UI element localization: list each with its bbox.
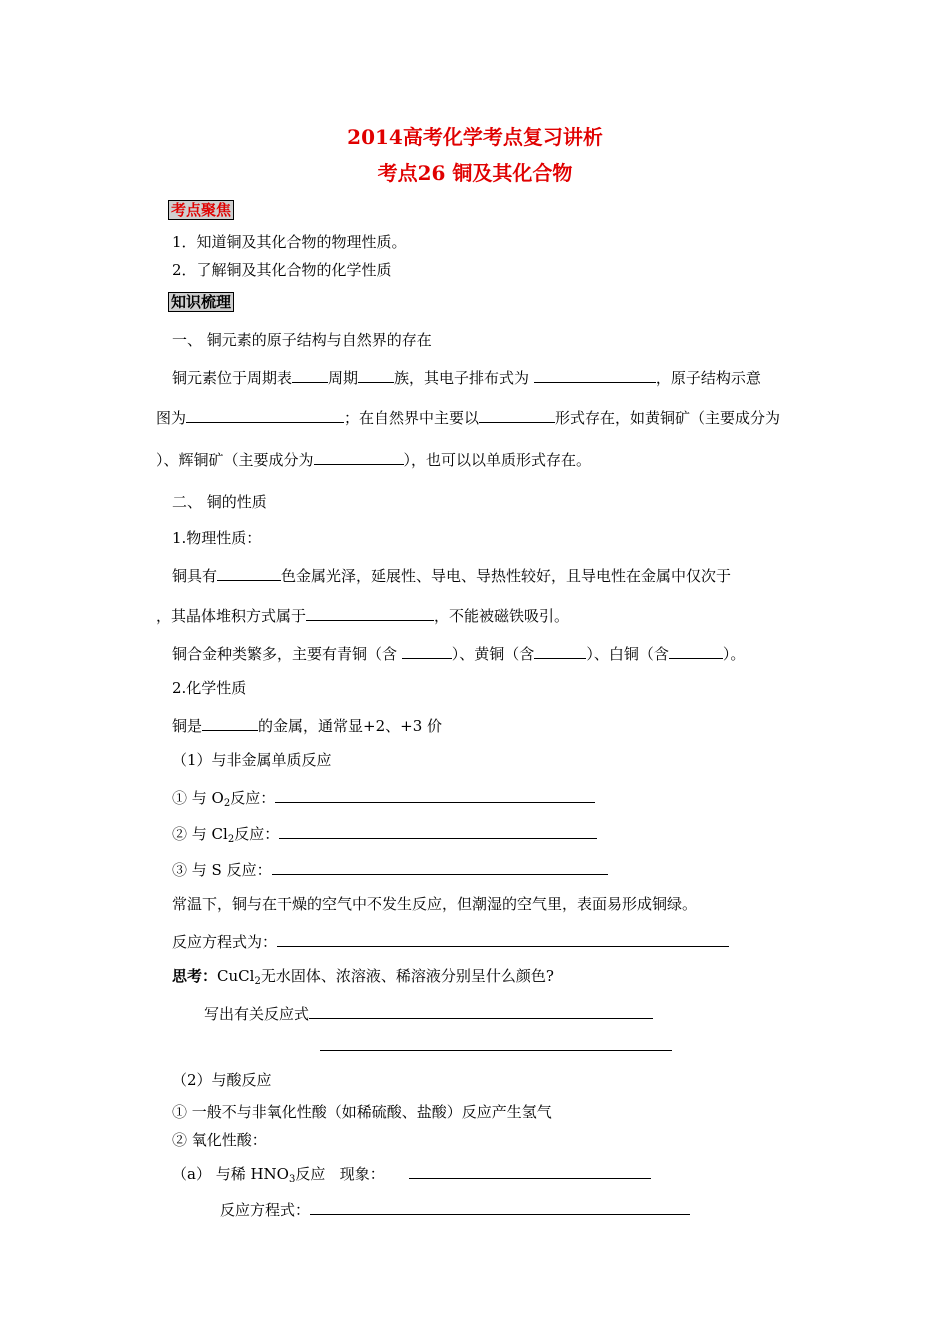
copper-ore-line: ）、辉铜矿（主要成分为 ），也可以以单质形式存在。: [156, 448, 591, 470]
physical-heading: 1.物理性质：: [172, 529, 262, 547]
physical-line-2: ，其晶体堆积方式属于 ，不能被磁铁吸引。: [156, 604, 569, 626]
copper-position-line: 铜元素位于周期表 周期 族，其电子排布式为 ，原子结构示意: [172, 366, 761, 388]
blank-s-equation: [272, 858, 608, 875]
reaction-s: ③ 与 S 反应：: [172, 858, 608, 880]
blank-write-reaction-2: [320, 1050, 672, 1051]
dilute-hno3-line: （a） 与稀 $HNO_3$反应 现象：: [172, 1162, 651, 1190]
blank-hno3-equation: [310, 1198, 690, 1215]
blank-color: [217, 564, 281, 581]
reaction-cl2: ② 与 $Cl_2$反应：: [172, 822, 597, 850]
physical-line-1: 铜具有 色金属光泽，延展性、导电、导热性较好，且导电性在金属中仅次于: [172, 564, 731, 586]
chemical-heading: 2.化学性质: [172, 679, 247, 697]
blank-write-reaction-1: [309, 1002, 653, 1019]
blank-cupronickel: [669, 642, 723, 659]
write-reaction-line: 写出有关反应式: [204, 1002, 653, 1024]
knowledge-section: [168, 292, 234, 312]
blank-activity: [202, 714, 258, 731]
alloy-line: 铜合金种类繁多，主要有青铜（含 ）、黄铜（含 ）、白铜（含 ）。: [172, 642, 745, 664]
think-question: 思考：CuCl$_2$无水固体、浓溶液、稀溶液分别呈什么颜色?: [172, 967, 554, 987]
reaction-o2: ① 与 $O_2$反应：: [172, 786, 595, 814]
section-1-heading: 一、 铜元素的原子结构与自然界的存在: [172, 331, 432, 349]
reaction-acid-heading: （2）与酸反应: [172, 1071, 272, 1089]
blank-o2-equation: [275, 786, 595, 803]
reaction-nonmetal-heading: （1）与非金属单质反应: [172, 751, 332, 769]
acid-oxidizing: ② 氧化性酸：: [172, 1131, 267, 1149]
blank-chalcocite: [314, 448, 404, 465]
blank-form: [479, 406, 555, 423]
knowledge-tag: 知识梳理: [168, 292, 234, 312]
blank-structure-diagram: [186, 406, 344, 423]
blank-cl2-equation: [279, 822, 597, 839]
blank-group: [358, 366, 394, 383]
chemical-line: 铜是 的金属，通常显+2、+3 价: [172, 714, 442, 736]
section-2-heading: 二、 铜的性质: [172, 493, 267, 511]
focus-item-2: 2．了解铜及其化合物的化学性质: [172, 261, 392, 279]
blank-phenomenon: [409, 1162, 651, 1179]
focus-tag: 考点聚焦: [168, 200, 234, 220]
page-title: 2014高考化学考点复习讲析: [347, 125, 603, 149]
blank-patina-equation: [277, 930, 729, 947]
equation-line: 反应方程式为：: [172, 930, 729, 952]
page-subtitle: 考点26 铜及其化合物: [377, 161, 573, 185]
blank-electron-config: [534, 366, 656, 383]
blank-brass: [534, 642, 586, 659]
copper-structure-line: 图为 ；在自然界中主要以 形式存在，如黄铜矿（主要成分为: [156, 406, 780, 428]
blank-bronze: [402, 642, 452, 659]
blank-packing: [306, 604, 434, 621]
air-reaction-text: 常温下，铜与在干燥的空气中不发生反应，但潮湿的空气里，表面易形成铜绿。: [172, 895, 698, 913]
blank-period: [292, 366, 328, 383]
acid-nonoxidizing: ① 一般不与非氧化性酸（如稀硫酸、盐酸）反应产生氢气: [172, 1103, 552, 1121]
focus-section: [168, 200, 234, 220]
focus-item-1: 1．知道铜及其化合物的物理性质。: [172, 233, 407, 251]
dilute-hno3-equation: 反应方程式：: [220, 1198, 690, 1220]
